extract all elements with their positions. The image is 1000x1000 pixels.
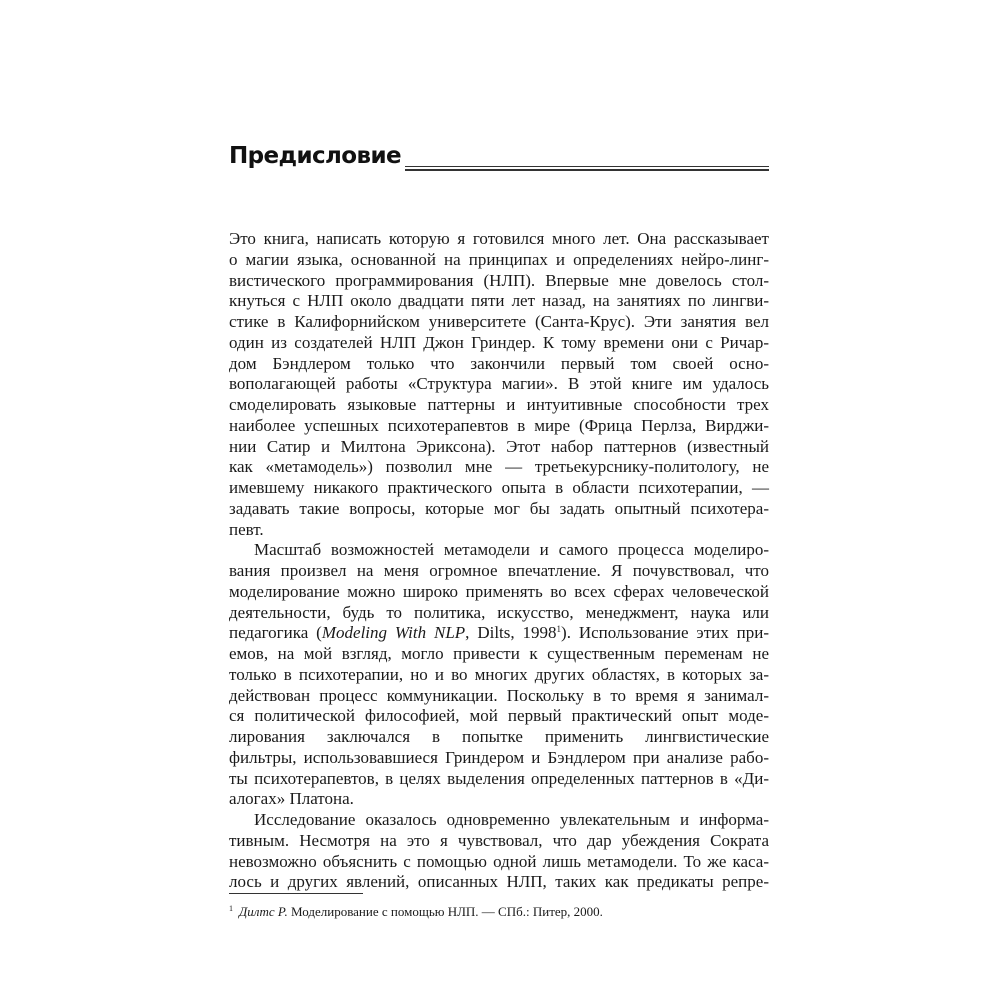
text-line: вополагающей работы «Структура магии». В этой книге им удалось	[229, 374, 769, 394]
text-line: нии Сатир и Милтона Эриксона). Этот набор паттернов (известный	[229, 436, 769, 456]
text-line: ты психотерапевтов, в целях выделения определенных паттернов в «Ди-	[229, 768, 769, 788]
text-line: вания произвел на меня огромное впечатление. Я почувствовал, что	[229, 561, 769, 580]
text-line: Масштаб возможностей метамодели и самого процесса моделиро-	[254, 540, 769, 560]
text-line: наиболее успешных психотерапевтов в мире (Фрица Перлза, Вирджи-	[229, 415, 769, 435]
text-line: задавать такие вопросы, которые мог бы задать опытный психотера-	[229, 498, 769, 518]
text-line: лось и других явлений, описанных НЛП, таких как предикаты репре-	[229, 872, 769, 892]
text-line: только в психотерапии, но и во многих других областях, в которых за-	[229, 664, 769, 684]
footnote-author: Дилтс Р.	[239, 904, 288, 919]
text-line: тивным. Несмотря на это я чувствовал, что дар убеждения Сократа	[229, 830, 769, 850]
text-line	[229, 623, 769, 644]
text-line: певт.	[229, 519, 264, 539]
footnote-marker: 1	[229, 904, 233, 913]
book-title: Modeling With NLP	[321, 623, 466, 643]
footnote-reference: 1	[556, 624, 562, 635]
text-line: невозможно объяснить с помощью одной лишь метамодели. То же каса-	[229, 851, 769, 871]
text-line: один из создателей НЛП Джон Гриндер. К тому времени они с Ричар-	[229, 332, 769, 352]
text-line: фильтры, использовавшиеся Гриндером и Бэндлером при анализе рабо-	[229, 747, 769, 767]
body-text	[229, 229, 769, 893]
text-line: как «метамодель») позволил мне — третьекурснику-политологу, не	[229, 457, 769, 477]
text-line: лирования заключался в попытке применить лингвистические	[229, 727, 769, 746]
text-line: ся политической философией, мой первый практический опыт моде-	[229, 706, 769, 726]
text-line: Исследование оказалось одновременно увлекательным и информа-	[254, 810, 769, 829]
page-title: Предисловие	[229, 140, 405, 172]
text-line: дом Бэндлером только что закончили первый том своей осно-	[229, 353, 769, 373]
text-line: моделирование можно широко применять во всех сферах человеческой	[229, 581, 769, 601]
text-line: смоделировать языковые паттерны и интуитивные способности трех	[229, 395, 769, 414]
text-line: действован процесс коммуникации. Поскольку в то время я занимал-	[229, 685, 769, 705]
text-line: кнуться с НЛП около двадцати пяти лет назад, на занятиях по лингви-	[229, 291, 769, 311]
text-segment: , Dilts, 1998	[465, 623, 557, 643]
text-line: деятельности, будь то политика, искусство, менеджмент, наука или	[229, 602, 769, 622]
text-segment: педагогика (	[229, 623, 322, 643]
heading-rule-thick	[389, 169, 769, 171]
text-line: емов, на мой взгляд, могло привести к существенным переменам не	[229, 644, 769, 663]
text-line: вистического программирования (НЛП). Впервые мне довелось стол-	[229, 270, 769, 290]
footnote	[229, 904, 603, 920]
heading-rule	[389, 166, 769, 167]
text-line: алогах» Платона.	[229, 789, 354, 809]
footnote-separator	[229, 893, 363, 894]
text-segment: ). Использование этих при-	[561, 623, 769, 643]
footnote-text: Моделирование с помощью НЛП. — СПб.: Питер, 2000.	[287, 904, 603, 919]
chapter-heading	[229, 140, 769, 172]
text-line: Это книга, написать которую я готовился много лет. Она рассказывает	[229, 229, 769, 248]
text-line: имевшему никакого практического опыта в области психотерапии, —	[229, 478, 769, 497]
text-line: стике в Калифорнийском университете (Санта-Крус). Эти занятия вел	[229, 312, 769, 331]
text-line: о магии языка, основанной на принципах и определениях нейро-линг-	[229, 249, 769, 269]
